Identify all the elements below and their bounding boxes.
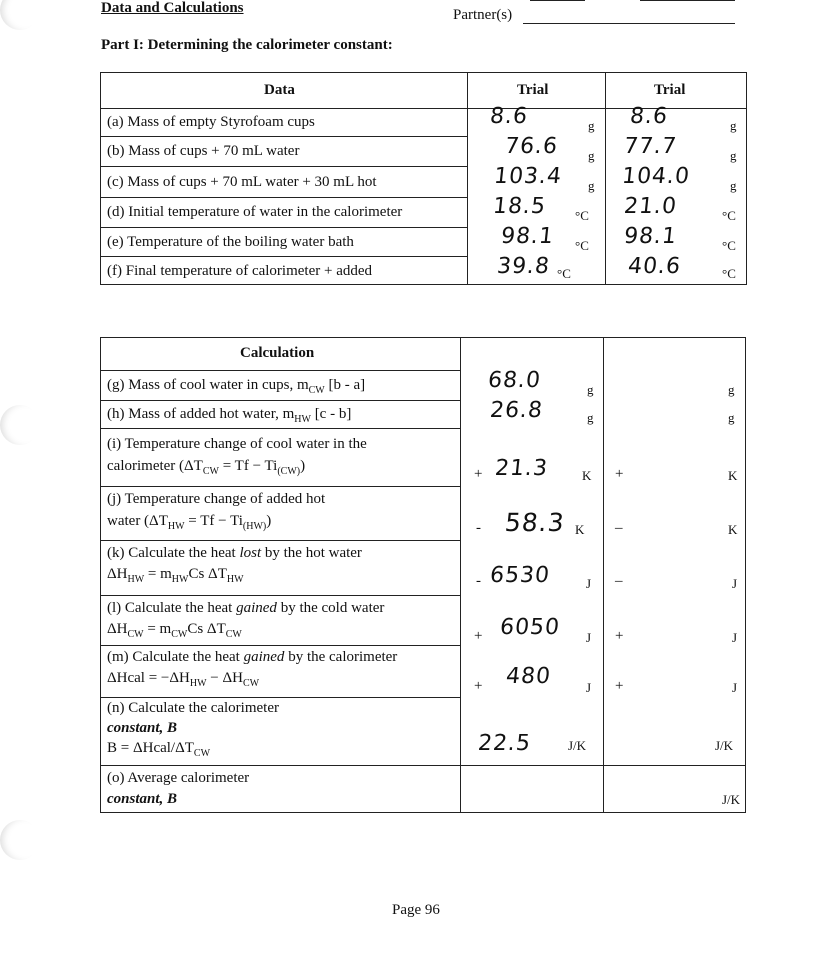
calc-row-label: (l) Calculate the heat gained by the cold water [107,600,385,616]
calc-trial2-sign: + [615,628,624,644]
data-col-header: Data [264,82,295,98]
data-row-trial1: 76.6 [503,134,560,159]
data-row-unit1: °C [575,208,589,223]
data-row-label: (f) Final temperature of calorimeter + added [107,263,373,279]
data-row-trial2: 98.1 [622,224,679,249]
calc-trial1-unit: J [586,576,592,591]
trial1-header: Trial [517,82,549,98]
data-row-trial1: 18.5 [491,194,548,219]
partner-line [523,23,735,24]
data-row-trial1: 39.8 [495,254,552,279]
binding-shadow [0,405,40,445]
binding-shadow [0,820,40,860]
calc-trial2-unit: g [728,410,735,425]
calc-trial1-sign: - [476,573,481,589]
partner-line-top [640,0,735,1]
calc-trial1-unit: K [582,468,592,483]
calc-row-label: (h) Mass of added hot water, $m_{HW}$ [c - b] [107,406,352,425]
trial2-header: Trial [654,82,686,98]
calc-trial2-unit: J [732,576,738,591]
calc-trial1-value: 21.3 [493,456,550,481]
calc-trial1-value: 22.5 [476,731,533,756]
calc-row-label-2: constant, B [107,720,178,736]
binding-shadow [0,0,40,30]
data-row-unit2: °C [722,266,736,281]
data-row-unit1: g [588,178,595,193]
data-row-label: (b) Mass of cups + 70 mL water [107,143,300,159]
page-number: Page 96 [392,902,440,918]
calc-row-label: (i) Temperature change of cool water in the [107,436,367,452]
data-row-label: (e) Temperature of the boiling water bath [107,234,354,250]
calc-row-label-2: constant, B [107,791,178,807]
calc-col-header: Calculation [240,345,315,361]
data-row-trial2: 40.6 [626,254,683,279]
section-heading: Data and Calculations [101,0,244,16]
calc-row-formula: ΔHcal = $-\Delta H_{HW} - \Delta H_{CW}$ [107,670,260,689]
data-row-trial2: 104.0 [620,164,692,189]
calc-row-label: (n) Calculate the calorimeter [107,700,279,716]
calc-trial2-unit: K [728,522,738,537]
calc-trial1-value: 6530 [488,563,552,588]
calc-row-formula: B = ΔHcal/$\Delta T_{CW}$ [107,740,211,759]
calc-row-label: (k) Calculate the heat lost by the hot water [107,545,362,561]
calc-trial2-unit: J [732,630,738,645]
calc-trial1-value: 68.0 [486,368,543,393]
data-row-trial1: 98.1 [499,224,556,249]
data-row-label: (c) Mass of cups + 70 mL water + 30 mL hot [107,174,377,190]
calc-trial1-unit: g [587,382,594,397]
calc-row-formula: water $(\Delta T_{HW} = Tf - Ti_{(HW)})$ [107,513,272,532]
calc-trial2-unit: K [728,468,738,483]
data-row-trial1: 103.4 [492,164,564,189]
calc-trial1-unit: K [575,522,585,537]
calc-trial2-sign: + [615,466,624,482]
data-row-unit1: g [588,148,595,163]
data-row-trial2: 8.6 [628,104,670,129]
data-row-unit2: °C [722,238,736,253]
calc-trial2-unit: g [728,382,735,397]
calc-trial1-value: 58.3 [503,508,567,537]
calc-trial1-sign: + [474,678,483,694]
data-row-label: (d) Initial temperature of water in the calorimeter [107,204,403,220]
calc-trial2-sign: + [615,678,624,694]
calc-row-label: (j) Temperature change of added hot [107,491,326,507]
data-row-unit2: g [730,148,737,163]
data-row-unit2: °C [722,208,736,223]
calc-trial1-unit: g [587,410,594,425]
calc-trial1-unit: J [586,680,592,695]
calc-row-formula: $\Delta H_{CW} = m_{CW}Cs$ $\Delta T_{CW}$ [107,621,242,640]
calc-row-label: (g) Mass of cool water in cups, $m_{CW}$ [b - a] [107,377,366,396]
calc-trial2-unit: J [732,680,738,695]
partner-line-top [530,0,585,1]
calc-row-formula: calorimeter $(\Delta T_{CW} = Tf - Ti_{(CW)})$ [107,458,306,477]
calc-trial1-unit: J/K [568,738,587,753]
data-row-unit1: g [588,118,595,133]
data-row-unit2: g [730,178,737,193]
calc-trial1-sign: + [474,466,483,482]
data-row-trial1: 8.6 [488,104,530,129]
data-row-unit1: °C [557,266,571,281]
calc-row-label: (m) Calculate the heat gained by the calorimeter [107,649,398,665]
average-unit: J/K [722,792,741,807]
data-row-unit1: °C [575,238,589,253]
calc-trial1-value: 26.8 [488,398,545,423]
calc-trial2-sign: – [615,520,623,536]
calc-trial1-unit: J [586,630,592,645]
data-row-trial2: 21.0 [622,194,679,219]
calc-trial1-value: 6050 [498,615,562,640]
calc-trial2-sign: – [615,573,623,589]
data-row-trial2: 77.7 [622,134,679,159]
calc-row-label: (o) Average calorimeter [107,770,250,786]
part1-title: Part I: Determining the calorimeter constant: [101,37,393,53]
partner-label: Partner(s) [453,7,513,23]
calc-trial2-unit: J/K [715,738,734,753]
calc-trial1-sign: + [474,628,483,644]
data-row-label: (a) Mass of empty Styrofoam cups [107,114,315,130]
calc-trial1-sign: - [476,520,481,536]
calc-row-formula: $\Delta H_{HW} = m_{HW}Cs$ $\Delta T_{HW}$ [107,566,244,585]
data-row-unit2: g [730,118,737,133]
calc-trial1-value: 480 [504,664,553,689]
